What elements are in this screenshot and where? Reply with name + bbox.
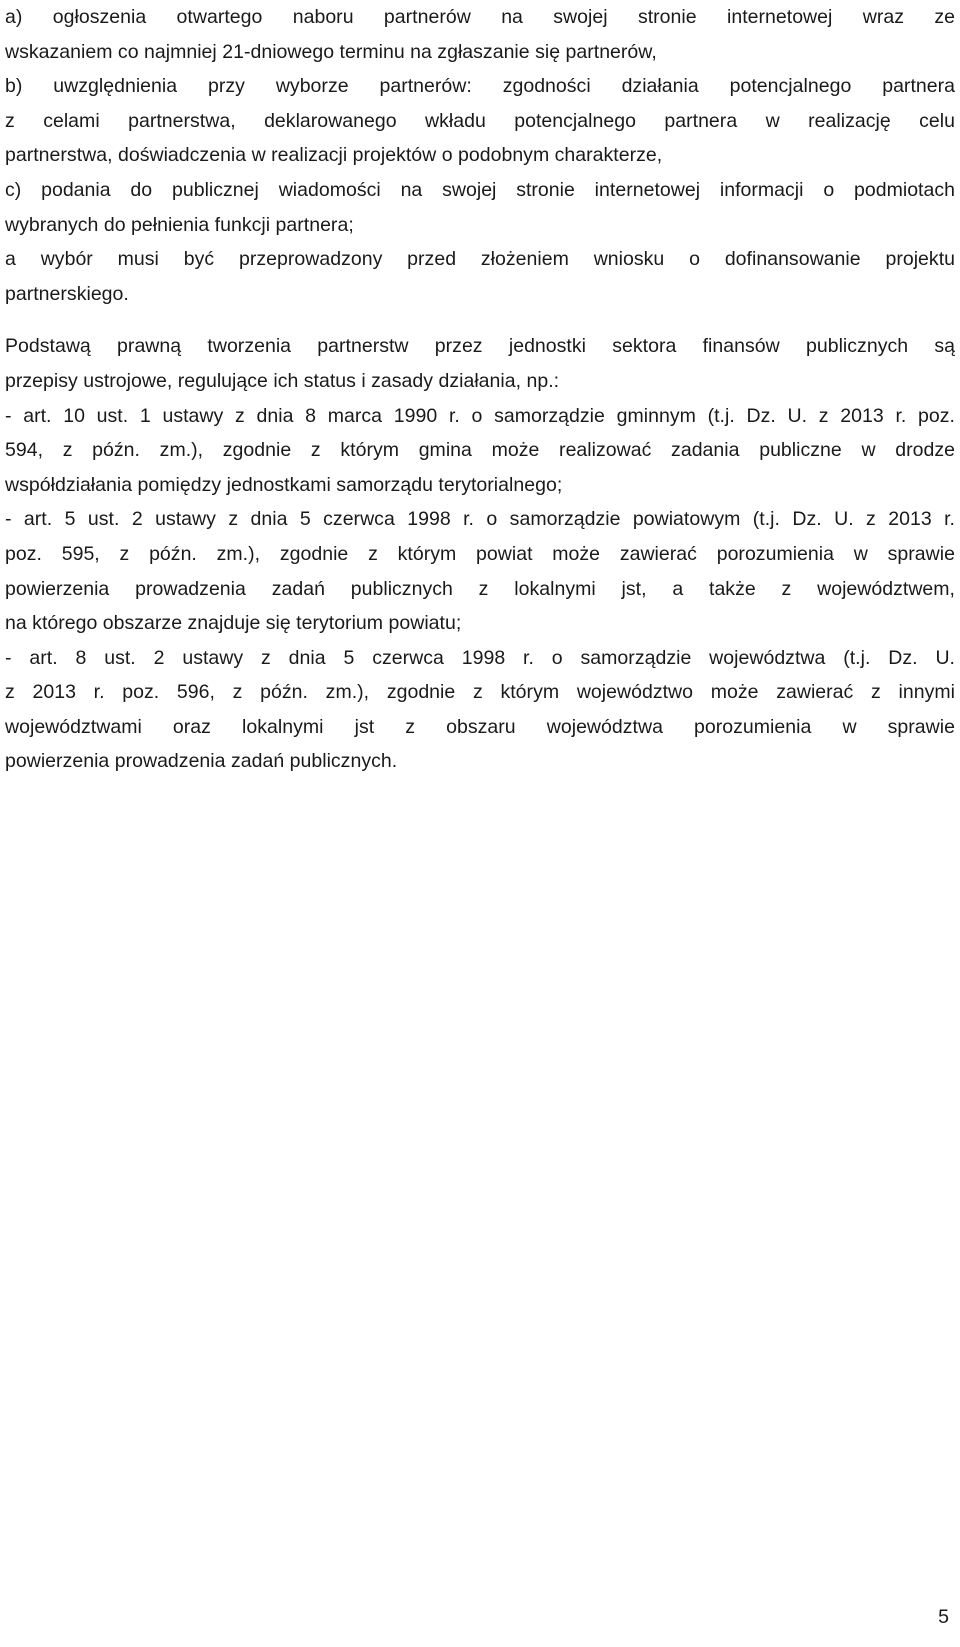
document-page xyxy=(5,0,955,779)
text-line: wybranych do pełnienia funkcji partnera; xyxy=(5,213,354,236)
text-line: na którego obszarze znajduje się terytorium powiatu; xyxy=(5,612,462,635)
text-line: województwami oraz lokalnymi jst z obszaru województwa porozumienia w sprawie xyxy=(5,715,955,738)
list-item-b xyxy=(5,69,955,173)
text-line: c) podania do publicznej wiadomości na swojej stronie internetowej informacji o podmiotach xyxy=(5,178,955,201)
legal-basis-item-gmina xyxy=(5,399,955,503)
text-line: partnerskiego. xyxy=(5,282,129,305)
text-line: a wybór musi być przeprowadzony przed złożeniem wniosku o dofinansowanie projektu xyxy=(5,248,955,271)
text-line: 594, z późn. zm.), zgodnie z którym gmina może realizować zadania publiczne w drodze xyxy=(5,439,955,462)
text-line: poz. 595, z późn. zm.), zgodnie z którym powiat może zawierać porozumienia w sprawie xyxy=(5,542,955,565)
list-item-c xyxy=(5,173,955,242)
legal-basis-item-powiat xyxy=(5,502,955,640)
text-line: wskazaniem co najmniej 21-dniowego terminu na zgłaszanie się partnerów, xyxy=(5,40,657,63)
text-line: a) ogłoszenia otwartego naboru partnerów na swojej stronie internetowej wraz ze xyxy=(5,6,955,28)
text-line: z 2013 r. poz. 596, z późn. zm.), zgodnie z którym województwo może zawierać z innymi xyxy=(5,681,955,704)
text-line: partnerstwa, doświadczenia w realizacji projektów o podobnym charakterze, xyxy=(5,144,663,167)
text-line: - art. 10 ust. 1 ustawy z dnia 8 marca 1990 r. o samorządzie gminnym (t.j. Dz. U. z 2013 r. poz. xyxy=(5,404,955,427)
paragraph-gap xyxy=(5,311,955,329)
text-line: - art. 8 ust. 2 ustawy z dnia 5 czerwca 1998 r. o samorządzie województwa (t.j. Dz. U. xyxy=(5,646,955,669)
text-line: - art. 5 ust. 2 ustawy z dnia 5 czerwca 1998 r. o samorządzie powiatowym (t.j. Dz. U. z 2013 r. xyxy=(5,508,955,531)
text-line: Podstawą prawną tworzenia partnerstw przez jednostki sektora finansów publicznych są xyxy=(5,335,955,358)
selection-note xyxy=(5,242,955,311)
text-line: współdziałania pomiędzy jednostkami samorządu terytorialnego; xyxy=(5,473,563,496)
text-line: powierzenia prowadzenia zadań publicznych z lokalnymi jst, a także z województwem, xyxy=(5,577,955,600)
text-line: z celami partnerstwa, deklarowanego wkładu potencjalnego partnera w realizację celu xyxy=(5,109,955,132)
list-item-a xyxy=(5,0,955,69)
text-line: przepisy ustrojowe, regulujące ich status i zasady działania, np.: xyxy=(5,369,560,392)
page-number: 5 xyxy=(938,1606,949,1628)
text-line: powierzenia prowadzenia zadań publicznych. xyxy=(5,750,398,773)
legal-basis-intro xyxy=(5,329,955,398)
text-line: b) uwzględnienia przy wyborze partnerów: zgodności działania potencjalnego partnera xyxy=(5,75,955,98)
legal-basis-item-wojewodztwo xyxy=(5,641,955,779)
